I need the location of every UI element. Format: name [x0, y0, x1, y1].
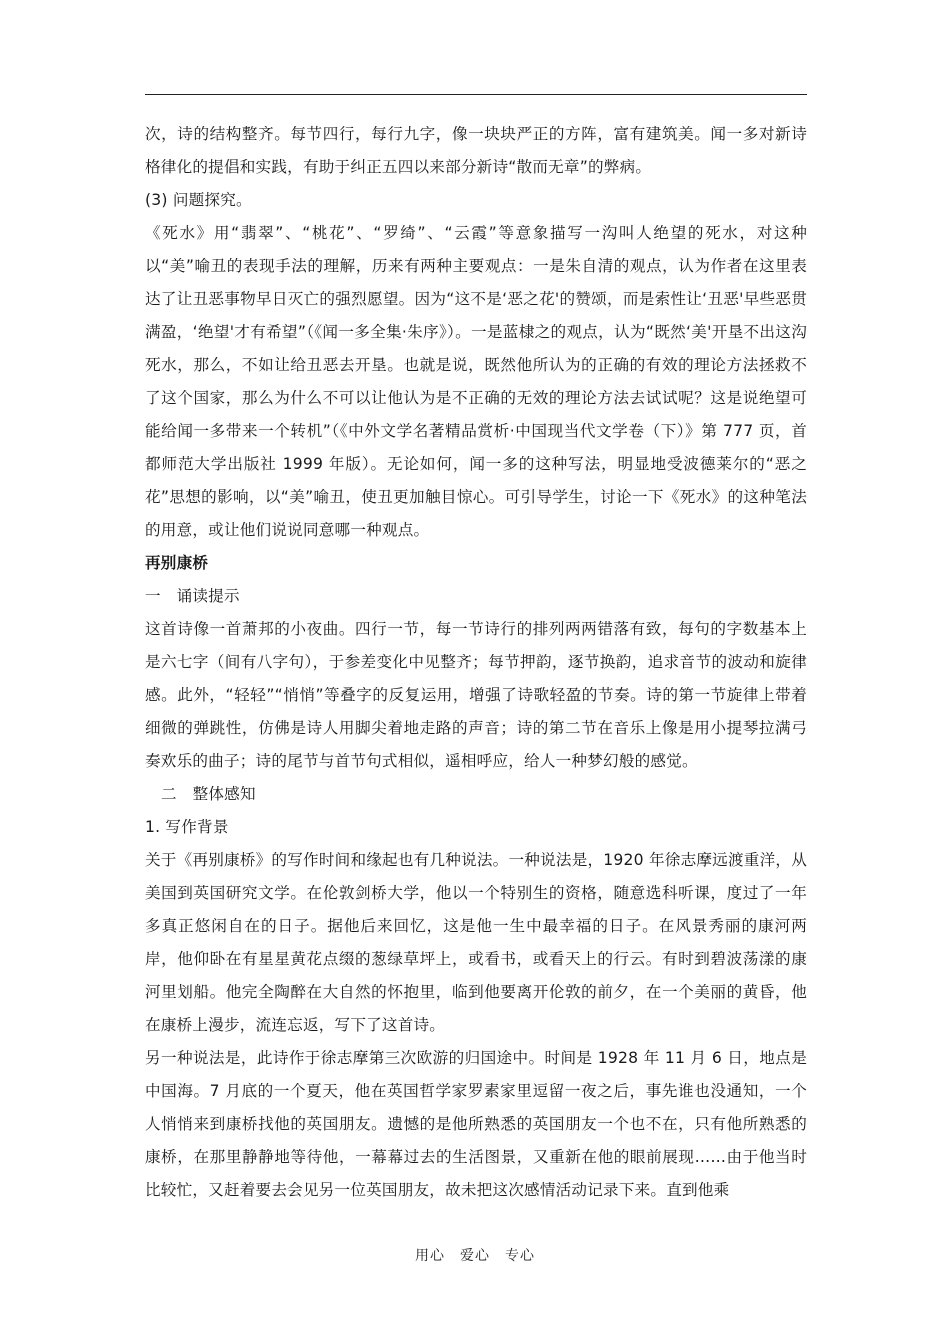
subheading-background: 1. 写作背景: [145, 818, 229, 836]
subheading-overall-perception: 二 整体感知: [161, 785, 256, 803]
paragraph-background-2: 另一种说法是，此诗作于徐志摩第三次欧游的归国途中。时间是 1928 年 11 月 6 日，地点是中国海。7 月底的一个夏天，他在英国哲学家罗素家里逗留一夜之后，事先谁也没通知，一个人悄悄来到康桥找他的英国朋友。遗憾的是他所熟悉的英国朋友一个也不在，只有他所熟悉的康桥，在那里静静地等待他，一幕幕过去的生活图景，又重新在他的眼前展现……由于他当时比较忙，又赶着要去会见另一位英国朋友，故未把这次感情活动记录下来。直到他乘: [145, 1049, 807, 1199]
page-footer: 用心 爱心 专心: [415, 1248, 535, 1264]
paragraph-sishui-analysis: 《死水》用“翡翠”、“桃花”、“罗绮”、“云霞”等意象描写一沟叫人绝望的死水，对这种以“美”喻丑的表现手法的理解，历来有两种主要观点：一是朱自清的观点，认为作者在这里表达了让丑恶事物早日灭亡的强烈愿望。因为“这不是‘恶之花'的赞颂，而是索性让‘丑恶'早些恶贯满盈，‘绝望'才有希望”（《闻一多全集·朱序》）。一是蓝棣之的观点，认为“既然‘美'开垦不出这沟死水，那么，不如让给丑恶去开垦。也就是说，既然他所认为的正确的有效的理论方法拯救不了这个国家，那么为什么不可以让他认为是不正确的无效的理论方法去试试呢？这是说绝望可能给闻一多带来一个转机”（《中外文学名著精品赏析·中国现当代文学卷（下）》第 777 页，首都师范大学出版社 1999 年版）。无论如何，闻一多的这种写法，明显地受波德莱尔的“恶之花”思想的影响，以“美”喻丑，使丑更加触目惊心。可引导学生，讨论一下《死水》的这种笔法的用意，或让他们说说同意哪一种观点。: [145, 224, 807, 539]
subheading-problem-inquiry: (3) 问题探究。: [145, 191, 252, 209]
paragraph-background-1: 关于《再别康桥》的写作时间和缘起也有几种说法。一种说法是，1920 年徐志摩远渡重洋，从美国到英国研究文学。在伦敦剑桥大学，他以一个特别生的资格，随意选科听课，度过了一年多真正悠闲自在的日子。据他后来回忆，这是他一生中最幸福的日子。在风景秀丽的康河两岸，他仰卧在有星星黄花点缀的葱绿草坪上，或看书，或看天上的行云。有时到碧波荡漾的康河里划船。他完全陶醉在大自然的怀抱里，临到他要离开伦敦的前夕，在一个美丽的黄昏，他在康桥上漫步，流连忘返，写下了这首诗。: [145, 851, 807, 1034]
paragraph-reading-tips: 这首诗像一首萧邦的小夜曲。四行一节，每一节诗行的排列两两错落有致，每句的字数基本上是六七字（间有八字句），于参差变化中见整齐；每节押韵，逐节换韵，追求音节的波动和旋律感。此外，“轻轻”“悄悄”等叠字的反复运用，增强了诗歌轻盈的节奏。诗的第一节旋律上带着细微的弹跳性，仿佛是诗人用脚尖着地走路的声音；诗的第二节在音乐上像是用小提琴拉满弓奏欢乐的曲子；诗的尾节与首节句式相似，遥相呼应，给人一种梦幻般的感觉。: [145, 620, 807, 770]
section-title: 再别康桥: [145, 554, 209, 572]
subheading-reading-tips: 一 诵读提示: [145, 587, 240, 605]
paragraph-continuation: 次，诗的结构整齐。每节四行，每行九字，像一块块严正的方阵，富有建筑美。闻一多对新诗格律化的提倡和实践，有助于纠正五四以来部分新诗“散而无章”的弊病。: [145, 125, 807, 176]
header-rule: [145, 94, 807, 95]
body-text: [145, 118, 807, 1207]
